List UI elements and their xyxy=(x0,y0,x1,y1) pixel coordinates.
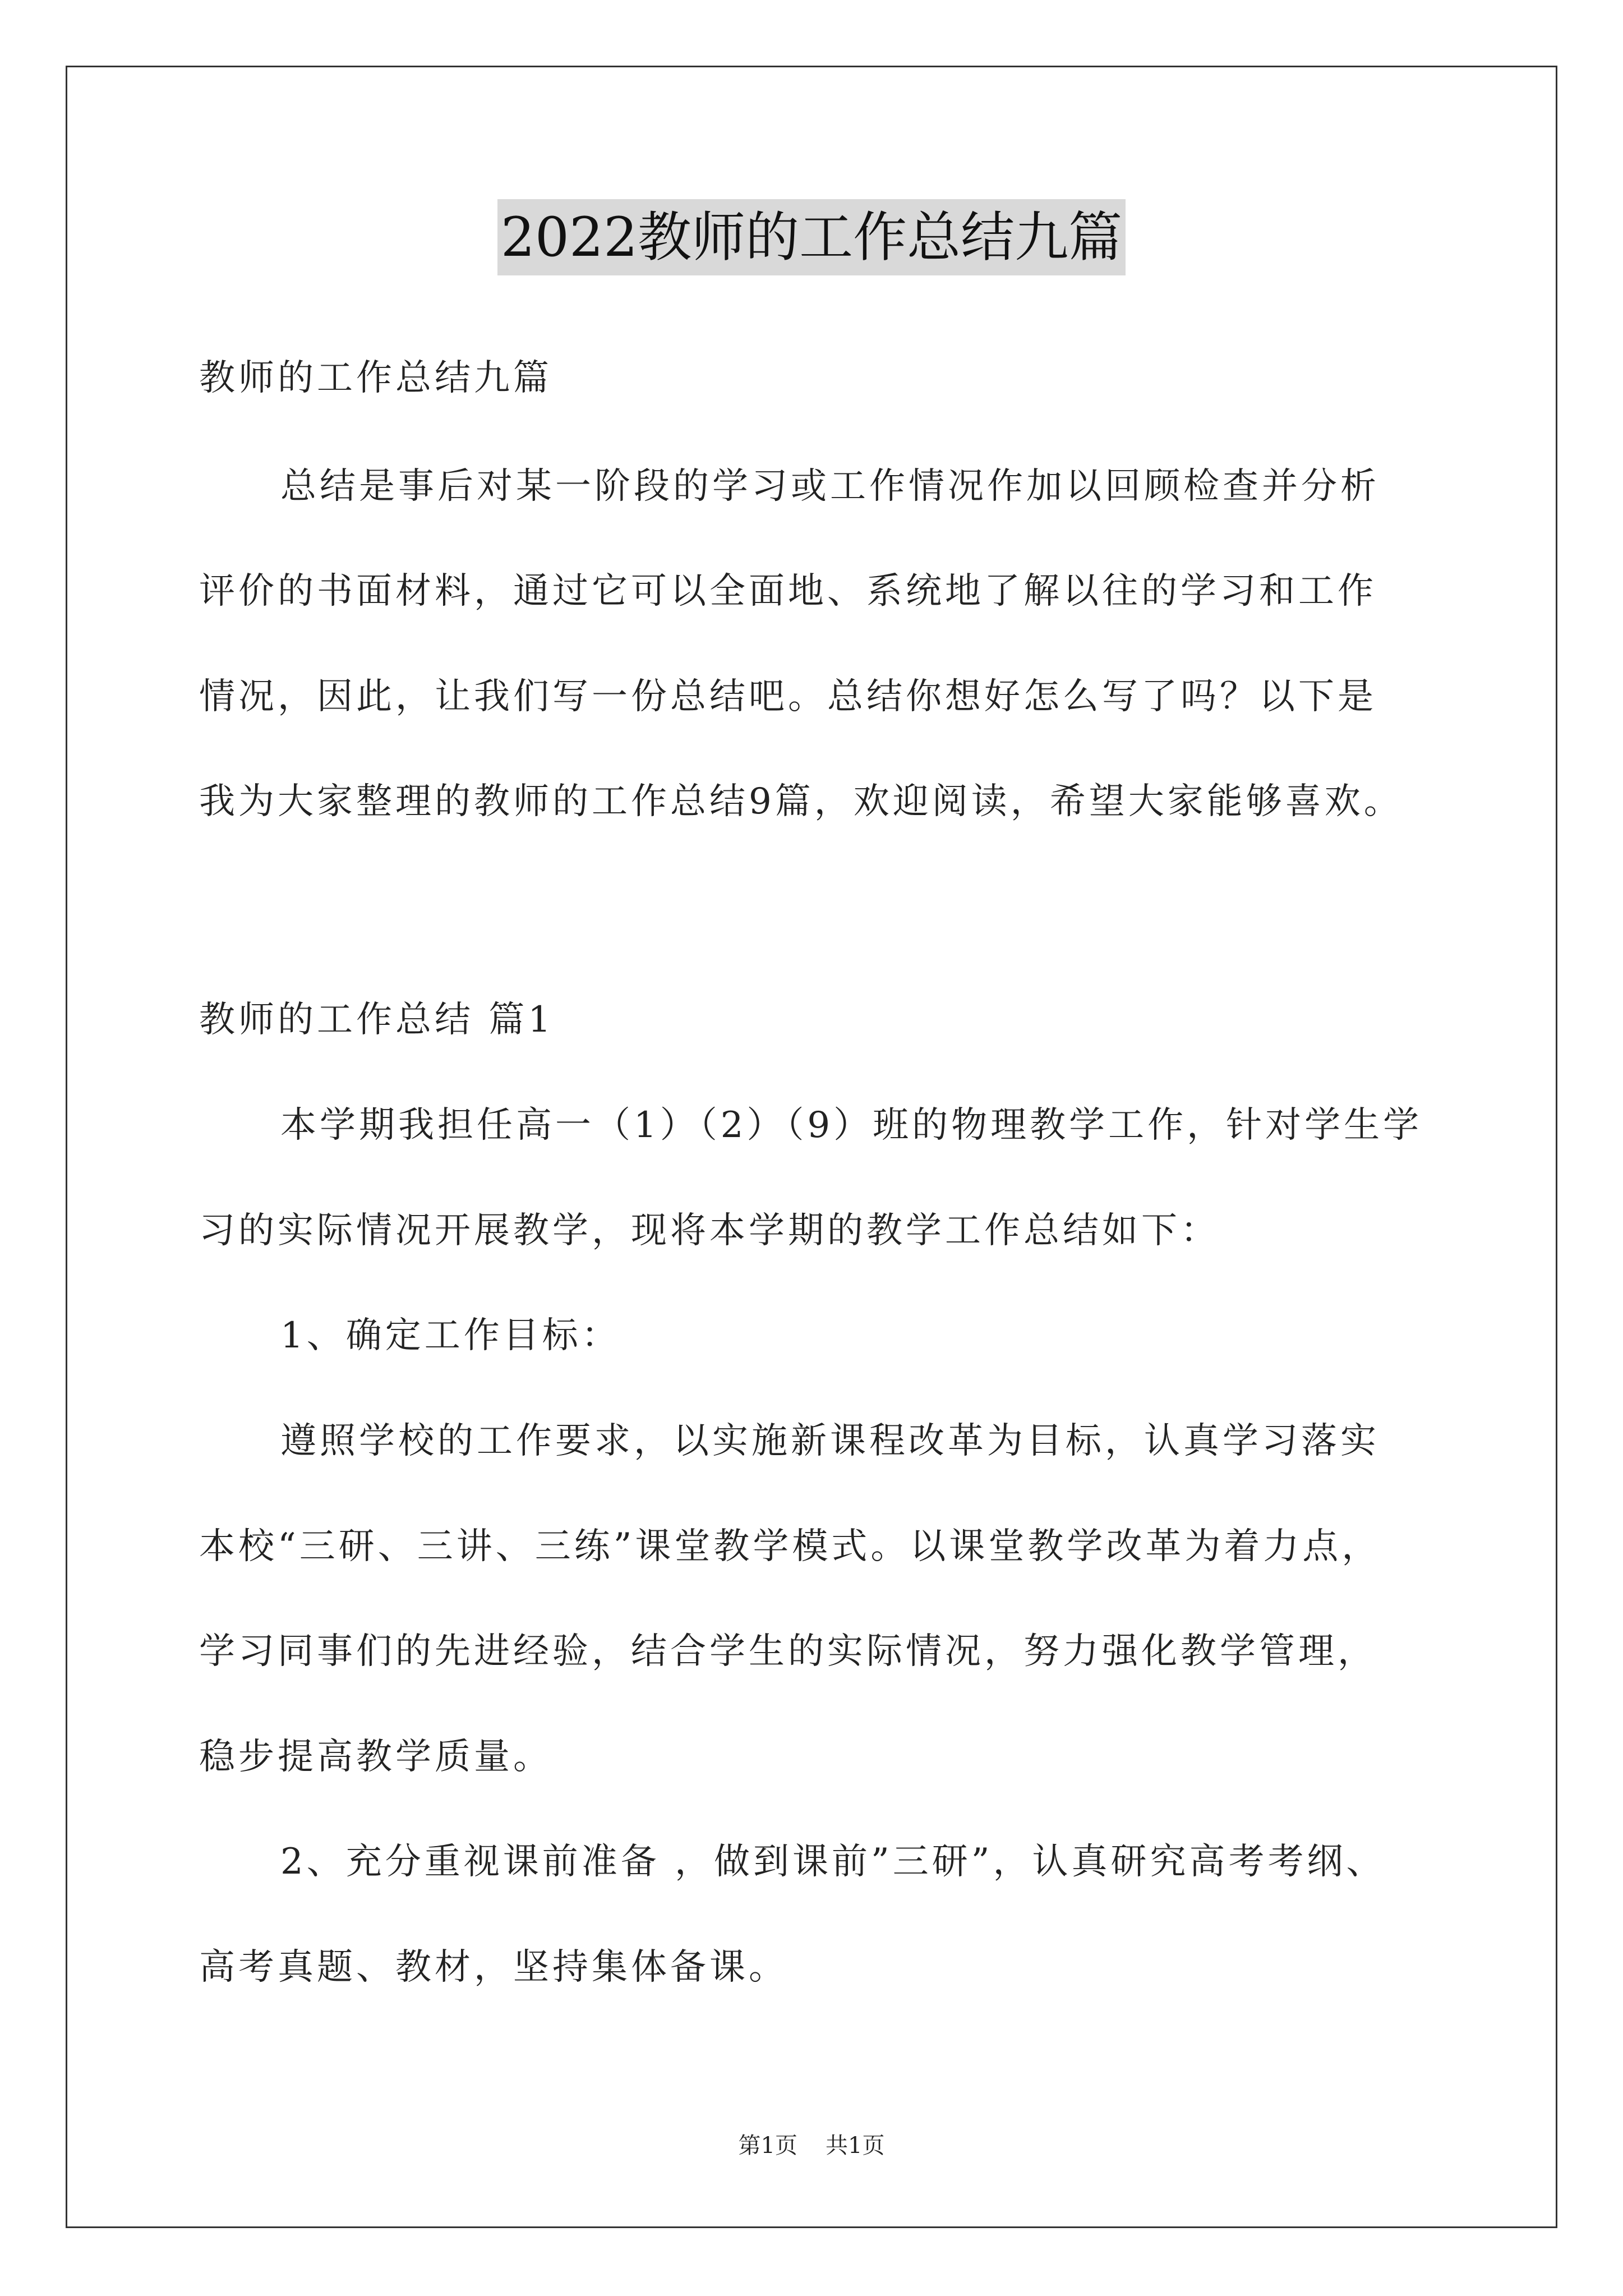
intro-line: 情况，因此，让我们写一份总结吧。总结你想好怎么写了吗？以下是 xyxy=(199,676,1377,717)
body-line: 1、确定工作目标： xyxy=(280,1315,621,1356)
body-line: 习的实际情况开展教学，现将本学期的教学工作总结如下： xyxy=(199,1210,1220,1251)
title-container xyxy=(0,199,1623,275)
page-total: 共1页 xyxy=(826,2133,885,2159)
intro-line: 总结是事后对某一阶段的学习或工作情况作加以回顾检查并分析 xyxy=(280,466,1380,507)
section-heading: 教师的工作总结 篇1 xyxy=(199,999,555,1041)
intro-line: 评价的书面材料，通过它可以全面地、系统地了解以往的学习和工作 xyxy=(199,570,1377,612)
body-line: 2、充分重视课前准备 ，做到课前”三研”，认真研究高考考纲、 xyxy=(280,1841,1386,1883)
body-line: 本学期我担任高一（1）（2）（9）班的物理教学工作，针对学生学 xyxy=(280,1105,1423,1146)
body-line: 本校“三研、三讲、三练”课堂教学模式。以课堂教学改革为着力点， xyxy=(199,1526,1381,1567)
document-title: 2022教师的工作总结九篇 xyxy=(497,199,1126,275)
body-line: 遵照学校的工作要求，以实施新课程改革为目标，认真学习落实 xyxy=(280,1420,1380,1462)
body-line: 学习同事们的先进经验，结合学生的实际情况，努力强化教学管理， xyxy=(199,1631,1377,1672)
body-line: 高考真题、教材，坚持集体备课。 xyxy=(199,1947,788,1988)
body-line: 稳步提高教学质量。 xyxy=(199,1736,552,1778)
page-number: 第1页 xyxy=(738,2133,797,2159)
page-footer xyxy=(0,2132,1623,2160)
intro-line: 我为大家整理的教师的工作总结9篇，欢迎阅读，希望大家能够喜欢。 xyxy=(199,781,1403,822)
document-subtitle: 教师的工作总结九篇 xyxy=(199,357,552,399)
